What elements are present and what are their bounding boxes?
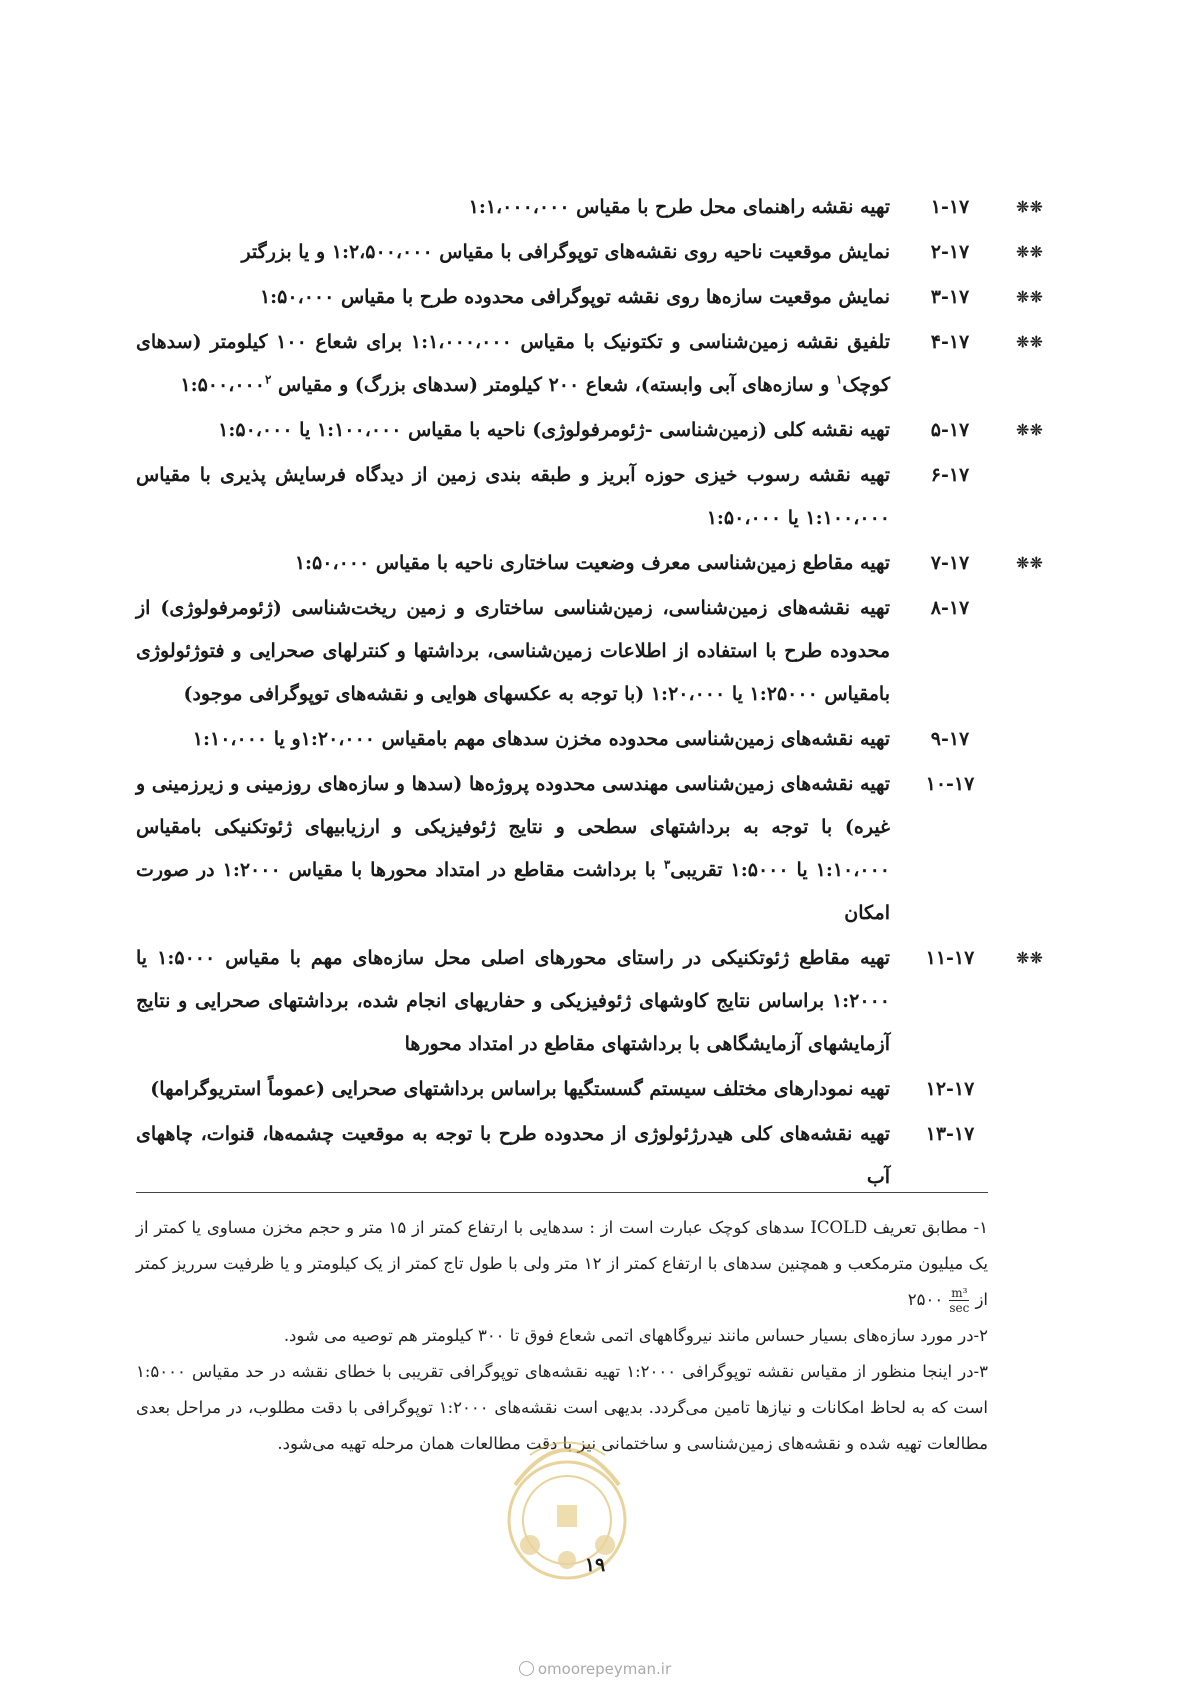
item-number: ۱۳-۱۷ [925, 1123, 975, 1145]
item-text [136, 763, 890, 935]
footnote-divider [136, 1192, 988, 1193]
list-item [136, 321, 1050, 407]
double-star-icon: ❊❊ [1016, 554, 1044, 572]
fraction-numerator: m³ [951, 1286, 968, 1300]
items-list [136, 186, 1050, 1201]
site-url: omoorepeyman.ir [537, 1660, 672, 1678]
item-text: تهیه نقشه رسوب خیزی حوزه آبریز و طبقه بندی زمین از دیدگاه فرسایش پذیری با مقیاس ۱:۱۰۰،۰۰۰ یا ۱:۵۰،۰۰۰ [136, 464, 890, 529]
item-text: تهیه نقشه کلی (زمین‌شناسی -ژئومرفولوژی) ناحیه با مقیاس ۱:۱۰۰،۰۰۰ یا ۱:۵۰،۰۰۰ [218, 419, 890, 441]
list-item [136, 409, 1050, 452]
list-item [136, 1068, 1050, 1111]
list-item [136, 542, 1050, 585]
item-number: ۷-۱۷ [930, 552, 970, 574]
list-item [136, 186, 1050, 229]
item-text [136, 321, 890, 407]
page-number: ۱۹ [584, 1554, 606, 1576]
item-text: تهیه نقشه‌های کلی هیدرژئولوژی از محدوده طرح با توجه به موقعیت چشمه‌ها، قنوات، چاههای آب [136, 1123, 890, 1188]
footnote-1 [136, 1210, 988, 1318]
item-text: تهیه مقاطع ژئوتکنیکی در راستای محورهای اصلی محل سازه‌های مهم با مقیاس ۱:۵۰۰۰ یا ۱:۲۰۰۰ براساس نتایج کاوشهای ژئوفیزیکی و حفاریهای انجام شده، برداشتهای صحرایی و نتایج آزمایشهای آزمایشگاهی با برداشتهای مقاطع در امتداد محورها [136, 947, 891, 1055]
item-number: ۶-۱۷ [930, 464, 970, 486]
item-text: تهیه نقشه راهنمای محل طرح با مقیاس ۱:۱،۰۰۰،۰۰۰ [468, 196, 890, 218]
footnote-3: ۳-در اینجا منظور از مقیاس نقشه توپوگرافی ۱:۲۰۰۰ تهیه نقشه‌های توپوگرافی تقریبی با خطای نقشه در حد مقیاس ۱:۵۰۰۰ است که به لحاظ امکانات و نیازها تامین می‌گردد. بدیهی است نقشه‌های ۱:۲۰۰۰ توپوگرافی با دقت مطلوب، در مراحل بعدی مطالعات تهیه شده و نقشه‌های زمین‌شناسی و ساختمانی نیز با دقت مطالعات همان مرحله تهیه می‌شود. [136, 1362, 988, 1453]
item-text-part: تلفیق نقشه زمین‌شناسی و تکتونیک با مقیاس ۱:۱،۰۰۰،۰۰۰ برای شعاع ۱۰۰ کیلومتر (سدهای کوچک [136, 331, 891, 396]
item-text-part: با برداشت مقاطع در امتداد محورها با مقیاس ۱:۲۰۰۰ در صورت امکان [136, 859, 890, 924]
list-item [136, 587, 1050, 716]
item-text: تهیه مقاطع زمین‌شناسی معرف وضعیت ساختاری ناحیه با مقیاس ۱:۵۰،۰۰۰ [294, 552, 890, 574]
item-number: ۲-۱۷ [930, 241, 970, 263]
item-number: ۹-۱۷ [930, 728, 970, 750]
item-number: ۱۰-۱۷ [925, 773, 975, 795]
double-star-icon: ❊❊ [1016, 333, 1044, 351]
item-number: ۵-۱۷ [930, 419, 970, 441]
item-number: ۳-۱۷ [930, 286, 970, 308]
double-star-icon: ❊❊ [1016, 421, 1044, 439]
item-text-part: تهیه نقشه‌های زمین‌شناسی مهندسی محدوده پروژه‌ها (سدها و سازه‌های روزمینی و زیرزمینی و غیره) با توجه به برداشتهای سطحی و نتایج ژئوفیزیکی و ارزیابیهای ژئوتکنیکی بامقیاس ۱:۱۰،۰۰۰ یا ۱:۵۰۰۰ تقریبی [136, 773, 890, 881]
list-item [136, 231, 1050, 274]
unit-fraction [949, 1286, 969, 1315]
globe-icon [519, 1661, 534, 1676]
item-number: ۱-۱۷ [930, 196, 970, 218]
footnote-ref[interactable]: ۱ [835, 372, 843, 387]
item-text: تهیه نقشه‌های زمین‌شناسی محدوده مخزن سدهای مهم بامقیاس ۱:۲۰،۰۰۰و یا ۱:۱۰،۰۰۰ [192, 728, 890, 750]
double-star-icon: ❊❊ [1016, 243, 1044, 261]
list-item [136, 454, 1050, 540]
site-watermark [0, 1660, 1190, 1678]
list-item [136, 937, 1050, 1066]
item-text: نمایش موقعیت سازه‌ها روی نقشه توپوگرافی محدوده طرح با مقیاس ۱:۵۰،۰۰۰ [259, 286, 890, 308]
item-number: ۸-۱۷ [930, 597, 970, 619]
footnote-ref[interactable]: ۳ [663, 857, 671, 872]
list-item [136, 763, 1050, 935]
footnote-value: ۲۵۰۰ [907, 1290, 944, 1309]
footnote-text: ۱- مطابق تعریف ICOLD سدهای کوچک عبارت است از : سدهایی با ارتفاع کمتر از ۱۵ متر و حجم مخزن مساوی یا کمتر از یک میلیون مترمکعب و همچنین سدهای با ارتفاع کمتر از ۱۲ متر ولی با طول تاج کمتر از یک کیلومتر و یا ظرفیت سرریز کمتر از [136, 1218, 989, 1309]
fraction-denominator: sec [949, 1301, 970, 1315]
item-number: ۱۲-۱۷ [925, 1078, 975, 1100]
list-item [136, 276, 1050, 319]
item-text: نمایش موقعیت ناحیه روی نقشه‌های توپوگرافی با مقیاس ۱:۲،۵۰۰،۰۰۰ و یا بزرگتر [241, 241, 890, 263]
footnote-2: ۲-در مورد سازه‌های بسیار حساس مانند نیروگاههای اتمی شعاع فوق تا ۳۰۰ کیلومتر هم توصیه می شود. [283, 1326, 988, 1345]
item-text: تهیه نقشه‌های زمین‌شناسی، زمین‌شناسی ساختاری و زمین ریخت‌شناسی (ژئومرفولوژی) از محدوده طرح با استفاده از اطلاعات زمین‌شناسی، برداشتها و کنترلهای صحرایی و فتوژئولوژی بامقیاس ۱:۲۵۰۰۰ یا ۱:۲۰،۰۰۰ (با توجه به عکسهای هوایی و نقشه‌های توپوگرافی موجود) [136, 597, 890, 705]
list-item [136, 718, 1050, 761]
double-star-icon: ❊❊ [1016, 949, 1044, 967]
footnote-ref[interactable]: ۲ [264, 372, 272, 387]
item-text-part: و سازه‌های آبی وابسته)، شعاع ۲۰۰ کیلومتر (سدهای بزرگ) و مقیاس ۱:۵۰۰،۰۰۰ [180, 374, 836, 396]
item-text: تهیه نمودارهای مختلف سیستم گسستگیها براساس برداشتهای صحرایی (عموماً استریوگرامها) [150, 1078, 890, 1100]
item-number: ۴-۱۷ [930, 331, 970, 353]
item-number: ۱۱-۱۷ [925, 947, 975, 969]
list-item [136, 1113, 1050, 1199]
double-star-icon: ❊❊ [1016, 288, 1044, 306]
double-star-icon: ❊❊ [1016, 198, 1044, 216]
